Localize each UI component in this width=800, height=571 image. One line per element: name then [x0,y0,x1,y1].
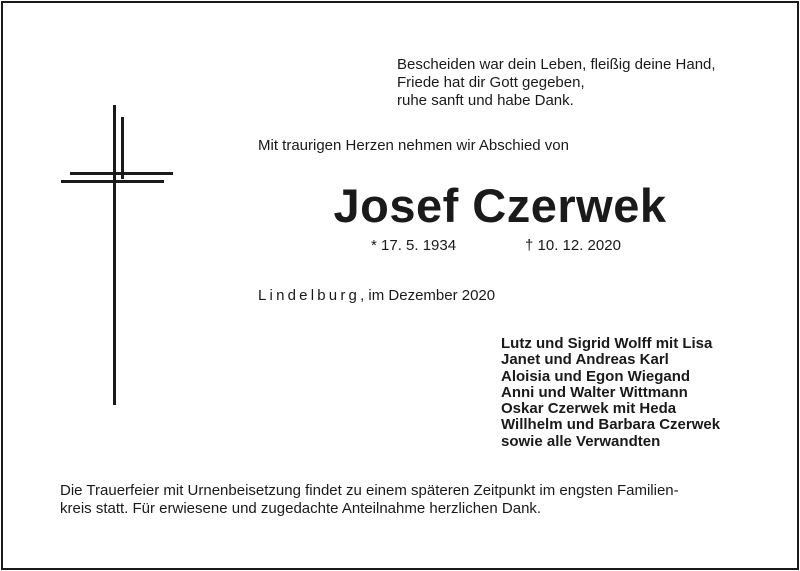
place-town: Lindelburg [258,287,361,304]
mourner-line: Aloisia und Egon Wiegand [501,367,691,385]
place-date: , im Dezember 2020 [360,287,496,304]
mourner-line: Janet und Andreas Karl [501,351,669,369]
mourner-line: Willhelm und Barbara Czerwek [501,416,721,434]
footer-line: kreis statt. Für erwiesene und zugedachte Anteilnahme herzlichen Dank. [60,500,542,517]
intro-text: Mit traurigen Herzen nehmen wir Abschied von [258,137,569,154]
place-date-line [258,287,495,304]
deceased-name [0,178,800,233]
mourner-line: Anni und Walter Wittmann [501,383,688,401]
cross-icon [60,105,175,405]
poem-line: ruhe sanft und habe Dank. [397,92,574,109]
poem-line: Bescheiden war dein Leben, fleißig deine Hand, [397,56,716,73]
deceased-name-text: Josef Czerwek [333,179,667,232]
mourner-line: Lutz und Sigrid Wolff mit Lisa [501,335,713,352]
mourners-list [501,336,720,450]
birth-date: * 17. 5. 1934 [371,237,457,254]
footer-line: Die Trauerfeier mit Urnenbeisetzung findet zu einem späteren Zeitpunkt im engsten Familien- [60,482,679,499]
funeral-notice-text [60,482,679,518]
poem-line: Friede hat dir Gott gegeben, [397,74,585,91]
memorial-poem [397,56,716,110]
mourner-line: sowie alle Verwandten [501,432,661,450]
death-date: † 10. 12. 2020 [525,237,621,254]
mourner-line: Oskar Czerwek mit Heda [501,400,677,418]
